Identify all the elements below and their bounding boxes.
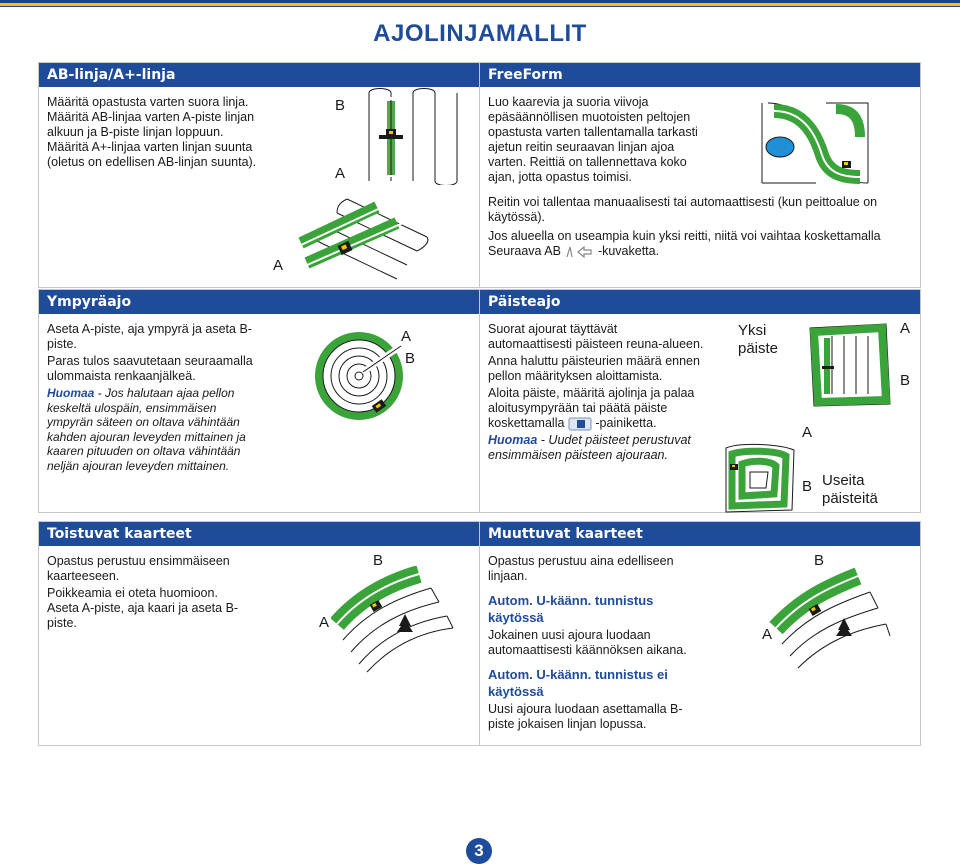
ab-line-text-3: Määritä A+-linjaa varten linjan suunta (oletus on edellisen AB-linjan suunta). [47,140,257,169]
page-title: AJOLINJAMALLIT [373,20,587,47]
circle-diagram [311,326,411,426]
circle-label-a: A [401,328,412,345]
headland-label-many: Useita päisteitä [822,472,878,507]
freeform-text-3a: Jos alueella on useampia kuin yksi reitti, niitä voi vaihtaa koskettamalla Seuraava AB [488,229,881,258]
circle-panel [38,289,480,513]
ab-label-a1: A [335,165,346,182]
next-ab-icon [564,245,594,259]
headland-single-diagram [800,320,896,410]
ab-line-text [47,95,259,172]
repeat-curve-text-1: Opastus perustuu ensimmäiseen kaarteeseen. [47,554,230,583]
repeat-curve-diagram [331,566,457,674]
headland-label-one: Yksi päiste [738,322,779,357]
adaptive-sub1-text: Jokainen uusi ajoura luodaan automaattisesti käännöksen aikana. [488,628,687,657]
headland-note-text: - Uudet päisteet perustuvat ensimmäisen päisteen ajouraan. [488,433,691,462]
circle-header: Ympyräajo [39,290,479,314]
headland-text-1: Suorat ajourat täyttävät automaattisesti päisteen reuna-alueen. [488,322,704,351]
ab-line-panel [38,62,480,288]
circle-note [47,386,259,473]
adaptive-curve-panel [479,521,921,746]
ab-label-b: B [335,97,346,114]
headland-note-label: Huomaa [488,433,538,447]
ab-line-text-1: Määritä opastusta varten suora linja. [47,95,249,109]
ab-line-header: AB-linja/A+-linja [39,63,479,87]
page-number-badge: 3 [466,838,492,864]
circle-text-1: Aseta A-piste, aja ympyrä ja aseta B-piste. [47,322,252,351]
adaptive-curve-text [488,554,694,734]
headland-note [488,433,704,463]
headland-button-icon [568,417,592,431]
freeform-header: FreeForm [480,63,920,87]
headland-panel [479,289,921,513]
repeat-curve-text [47,554,247,633]
repeat-curve-text-2: Poikkeamia ei oteta huomioon. Aseta A-piste, aja kaari ja aseta B-piste. [47,586,239,630]
adaptive-sub2-text: Uusi ajoura luodaan asettamalla B-piste jokaisen linjan lopussa. [488,702,683,731]
headland-text-3 [488,386,704,431]
adaptive-curve-label-a: A [762,626,773,643]
freeform-text-2: Reitin voi tallentaa manuaalisesti tai automaattisesti (kun peittoalue on käytössä). [488,195,878,224]
circle-text [47,322,259,475]
ab-label-a2: A [273,257,284,274]
freeform-text-1: Luo kaarevia ja suoria viivoja epäsäännöllisen muotoisten peltojen opastusta varten tallentamalla tarkasti ajetun reitin seuraavan linjan ajoa varten. Reittiä on tallennettava koko ajan, jotta opastus toimisi. [488,95,698,184]
circle-note-label: Huomaa [47,386,95,400]
circle-label-b: B [405,350,416,367]
repeat-curve-panel [38,521,480,746]
freeform-diagram [756,97,874,189]
headland-label-a1: A [900,320,911,337]
adaptive-curve-text-1: Opastus perustuu aina edelliseen linjaan. [488,554,674,583]
headland-label-b2: B [802,478,813,495]
adaptive-curve-header: Muuttuvat kaarteet [480,522,920,546]
headland-header: Päisteajo [480,290,920,314]
adaptive-sub2-title: Autom. U-käänn. tunnistus ei käytössä [488,667,668,699]
ab-line-text-2: Määritä AB-linjaa varten A-piste linjan alkuun ja B-piste linjan loppuun. [47,110,255,139]
headland-label-a2: A [802,424,813,441]
repeat-curve-label-a: A [319,614,330,631]
adaptive-curve-label-b: B [814,552,825,569]
freeform-text-3b: -kuvaketta. [597,244,660,258]
headland-label-b1: B [900,372,911,389]
adaptive-curve-diagram [768,566,896,674]
freeform-panel [479,62,921,288]
repeat-curve-label-b: B [373,552,384,569]
headland-text [488,322,704,465]
circle-text-2: Paras tulos saavutetaan seuraamalla ulommaista renkaanjälkeä. [47,354,253,383]
headland-text-3a: Aloita päiste, määritä ajolinja ja palaa aloitusympyrään tai päätä päiste koskettamalla [488,386,695,430]
freeform-text-3 [488,229,912,259]
adaptive-sub1-title: Autom. U-käänn. tunnistus käytössä [488,593,654,625]
a-plus-line-diagram [287,193,437,285]
headland-text-2: Anna haluttu päisteurien määrä ennen pellon määrityksen aloittamista. [488,354,700,383]
headland-text-3b: -painiketta. [591,416,657,430]
headland-multiple-diagram [720,440,798,516]
ab-line-diagram [349,87,474,185]
top-accent-bar [0,0,960,7]
repeat-curve-header: Toistuvat kaarteet [39,522,479,546]
circle-note-text: - Jos halutaan ajaa pellon keskeltä ulospäin, ensimmäisen ympyrän säteen on oltava vähintään kahden ajouran leveyden mittainen ja kaaren pituuden on oltava vähintään neljän ajouran leveyden mittainen. [47,386,246,473]
